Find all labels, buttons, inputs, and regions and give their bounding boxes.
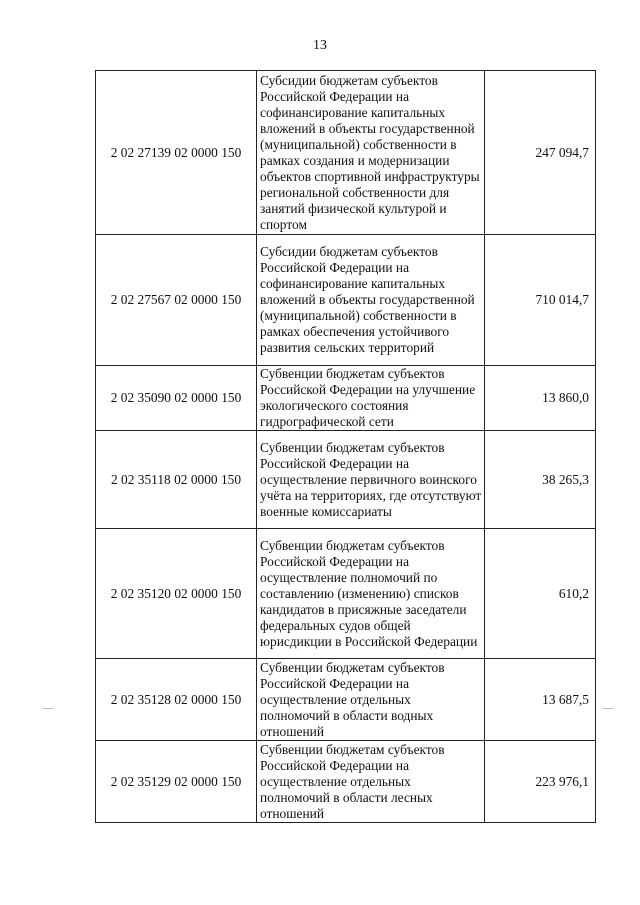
revenue-name: Субвенции бюджетам субъектов Российской Федерации на осуществление полномочий по составлению (изменению) списков кандидатов в присяжные заседатели федеральных судов общей юрисдикции в Российской Федерации [257, 529, 485, 659]
classification-code: 2 02 35128 02 0000 150 [96, 659, 257, 741]
amount: 610,2 [485, 529, 596, 659]
amount: 247 094,7 [485, 71, 596, 235]
amount: 38 265,3 [485, 431, 596, 529]
revenue-name: Субвенции бюджетам субъектов Российской Федерации на осуществление отдельных полномочий в области лесных отношений [257, 741, 485, 823]
classification-code: 2 02 35120 02 0000 150 [96, 529, 257, 659]
table-row [96, 235, 596, 366]
revenue-name: Субсидии бюджетам субъектов Российской Федерации на софинансирование капитальных вложений в объекты государственной (муниципальной) собственности в рамках обеспечения устойчивого развития сельских территорий [257, 235, 485, 366]
classification-code: 2 02 27567 02 0000 150 [96, 235, 257, 366]
amount: 13 860,0 [485, 366, 596, 431]
table-row [96, 366, 596, 431]
budget-table [95, 70, 596, 823]
table-row [96, 71, 596, 235]
margin-mark-left [42, 708, 54, 709]
page-number: 13 [313, 38, 327, 53]
amount: 710 014,7 [485, 235, 596, 366]
amount: 223 976,1 [485, 741, 596, 823]
classification-code: 2 02 35129 02 0000 150 [96, 741, 257, 823]
revenue-name: Субвенции бюджетам субъектов Российской Федерации на осуществление первичного воинского учёта на территориях, где отсутствуют военные комиссариаты [257, 431, 485, 529]
revenue-name: Субвенции бюджетам субъектов Российской Федерации на улучшение экологического состояния гидрографической сети [257, 366, 485, 431]
table-row [96, 659, 596, 741]
revenue-name: Субвенции бюджетам субъектов Российской Федерации на осуществление отдельных полномочий в области водных отношений [257, 659, 485, 741]
margin-mark-right [602, 708, 614, 709]
table-row [96, 431, 596, 529]
table-row [96, 529, 596, 659]
amount: 13 687,5 [485, 659, 596, 741]
classification-code: 2 02 27139 02 0000 150 [96, 71, 257, 235]
classification-code: 2 02 35118 02 0000 150 [96, 431, 257, 529]
table-row [96, 741, 596, 823]
classification-code: 2 02 35090 02 0000 150 [96, 366, 257, 431]
revenue-name: Субсидии бюджетам субъектов Российской Федерации на софинансирование капитальных вложений в объекты государственной (муниципальной) собственности в рамках создания и модернизации объектов спортивной инфраструктуры региональной собственности для занятий физической культурой и спортом [257, 71, 485, 235]
